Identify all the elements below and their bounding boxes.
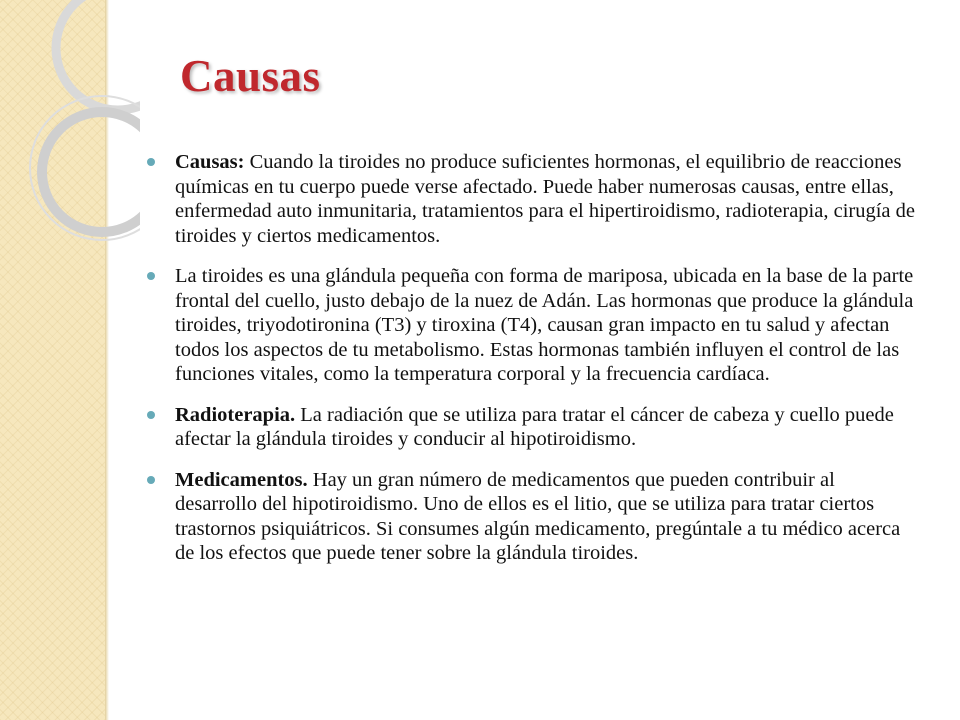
bullet-text: La tiroides es una glándula pequeña con forma de mariposa, ubicada en la base de la parte frontal del cuello, justo debajo de la nuez de Adán. Las hormonas que produce la glándula tiroides, triyodotironina (T3) y tiroxina (T4), causan gran impacto en tu salud y afectan todos los aspectos de tu metabolismo. Estas hormonas también influyen el control de las funciones vitales, como la temperatura corporal y la frecuencia cardíaca. (175, 265, 914, 385)
bullet-lead: Radioterapia. (175, 403, 296, 426)
bullet-text: Hay un gran número de medicamentos que pueden contribuir al desarrollo del hipotiroidismo. Uno de ellos es el litio, que se utiliza para tratar ciertos trastornos psiquiátricos. Si consumes algún medicamento, pregúntale a tu médico acerca de los efectos que puede tener sobre la glándula tiroides. (175, 468, 901, 564)
slide-title: Causas (180, 51, 321, 101)
bullet-text: La radiación que se utiliza para tratar el cáncer de cabeza y cuello puede afectar la glándula tiroides y conducir al hipotiroidismo. (175, 403, 894, 450)
bullet-lead: Medicamentos. (175, 468, 308, 491)
bullet-item-causas (145, 150, 915, 248)
bullet-text: Cuando la tiroides no produce suficientes hormonas, el equilibrio de reacciones químicas en tu cuerpo puede verse afectado. Puede haber numerosas causas, entre ellas, enfermedad auto inmunitaria, tratamientos para el hipertiroidismo, radioterapia, cirugía de tiroides y ciertos medicamentos. (175, 151, 915, 247)
bullet-item-tiroides (145, 264, 915, 387)
decorative-circle-inner (42, 112, 140, 232)
bullet-dot-icon (147, 158, 155, 166)
bullet-item-medicamentos (145, 468, 915, 566)
bullet-dot-icon (147, 476, 155, 484)
bullet-lead: Causas: (175, 151, 245, 173)
decorative-circle-upper (56, 0, 140, 110)
decorative-circles (0, 0, 140, 300)
bullet-list (145, 150, 915, 582)
bullet-dot-icon (147, 411, 155, 419)
bullet-dot-icon (147, 272, 155, 280)
bullet-item-radioterapia (145, 403, 915, 452)
